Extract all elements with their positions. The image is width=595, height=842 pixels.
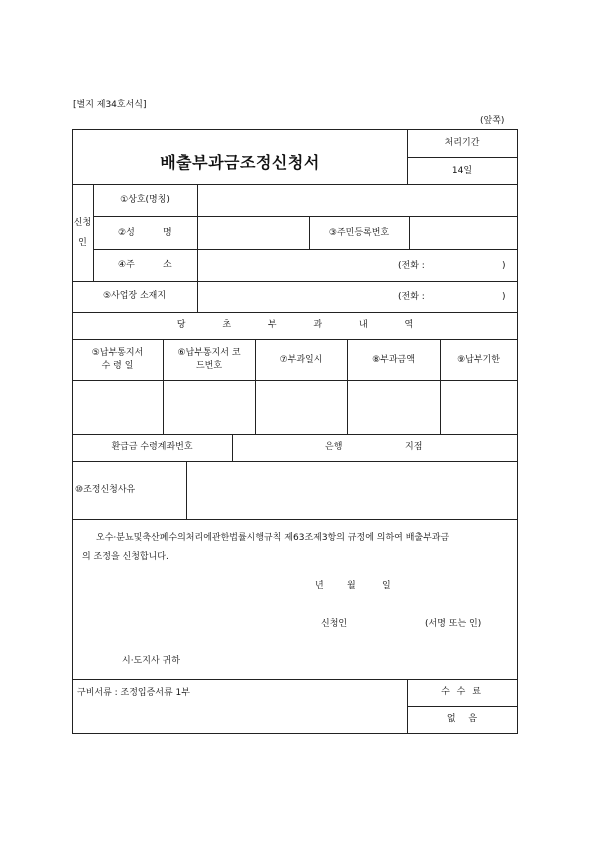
- notice-code-field[interactable]: [165, 382, 254, 433]
- original-levy-title: 당 초 부 과 내 역: [176, 320, 431, 330]
- refund-bank-label: 은행: [325, 442, 343, 452]
- form-top-border: [72, 129, 518, 130]
- recipient-label: 시·도지사 귀하: [122, 656, 180, 666]
- refund-account-field[interactable]: [234, 435, 516, 460]
- address-label: ④주: [118, 260, 135, 270]
- cell-divider: [232, 434, 233, 461]
- column-divider: [255, 339, 256, 434]
- business-location-field[interactable]: [198, 282, 516, 311]
- fee-label: 수 수 료: [441, 687, 483, 697]
- fee-divider: [407, 706, 517, 707]
- page-side-label: (앞쪽): [480, 116, 505, 126]
- column-divider: [440, 339, 441, 434]
- column-divider: [347, 339, 348, 434]
- levy-col-1-header: ⑤납부통지서: [91, 348, 144, 358]
- date-year-label: 년: [315, 581, 324, 591]
- address-phone-open: (전화 :: [398, 261, 425, 271]
- row-divider: [72, 339, 518, 340]
- processing-period-value: 14일: [451, 166, 473, 176]
- signature-label: (서명 또는 인): [425, 619, 482, 629]
- processing-divider: [407, 157, 517, 158]
- name-label: ②성: [118, 228, 135, 238]
- levy-col-5-header: ⑨납부기한: [457, 355, 500, 365]
- statement-line-2: 의 조정을 신청합니다.: [82, 552, 169, 562]
- notice-receipt-date-field[interactable]: [74, 382, 162, 433]
- form-bottom-border: [72, 733, 518, 734]
- name-field[interactable]: [198, 217, 308, 248]
- levy-col-2-header: ⑥납부통지서 코: [177, 348, 241, 358]
- row-divider: [72, 519, 518, 520]
- refund-branch-label: 지점: [405, 442, 423, 452]
- required-documents-label: 구비서류 : 조정입증서류 1부: [77, 688, 190, 698]
- row-divider: [72, 679, 518, 680]
- name-label-2: 명: [163, 228, 172, 238]
- date-day-label: 일: [382, 581, 391, 591]
- statement-line-1: 오수·분뇨및축산폐수의처리에관한법률시행규칙 제63조제3항의 규정에 의하여 배출부과금: [96, 533, 450, 543]
- levy-col-4-header: ⑧부과금액: [372, 355, 415, 365]
- payment-deadline-field[interactable]: [442, 382, 516, 433]
- address-phone-close: ): [502, 261, 506, 271]
- row-divider: [72, 312, 518, 313]
- adjustment-reason-field[interactable]: [188, 462, 516, 518]
- date-month-label: 월: [347, 581, 356, 591]
- refund-account-label: 환급금 수령계좌번호: [111, 442, 193, 452]
- levy-col-1-header-2: 수 령 일: [101, 361, 134, 371]
- form-right-border: [517, 129, 518, 733]
- address-label-2: 소: [163, 260, 172, 270]
- levy-col-2-header-2: 드번호: [195, 361, 223, 371]
- company-name-label: ①상호(명칭): [120, 195, 170, 205]
- business-phone-open: (전화 :: [398, 292, 425, 302]
- cell-divider: [186, 461, 187, 519]
- address-field[interactable]: [198, 250, 516, 280]
- applicant-group-label-2: 인: [78, 238, 87, 248]
- fee-value: 없 음: [446, 714, 478, 724]
- resident-number-label: ③주민등록번호: [328, 228, 390, 238]
- levy-amount-field[interactable]: [349, 382, 439, 433]
- applicant-group-label: 신청: [73, 218, 92, 228]
- resident-number-field[interactable]: [410, 217, 516, 248]
- applicant-sign-label: 신청인: [321, 619, 348, 629]
- levy-date-field[interactable]: [257, 382, 346, 433]
- form-title: 배출부과금조정신청서: [160, 153, 320, 172]
- levy-col-3-header: ⑦부과일시: [279, 355, 323, 365]
- row-divider: [72, 380, 518, 381]
- form-number-label: [별지 제34호서식]: [73, 100, 147, 110]
- adjustment-reason-label: ⑩조정신청사유: [75, 485, 136, 495]
- business-location-label: ⑤사업장 소재지: [102, 291, 167, 301]
- business-phone-close: ): [502, 292, 506, 302]
- processing-period-label: 처리기간: [444, 138, 480, 148]
- company-name-field[interactable]: [198, 185, 516, 215]
